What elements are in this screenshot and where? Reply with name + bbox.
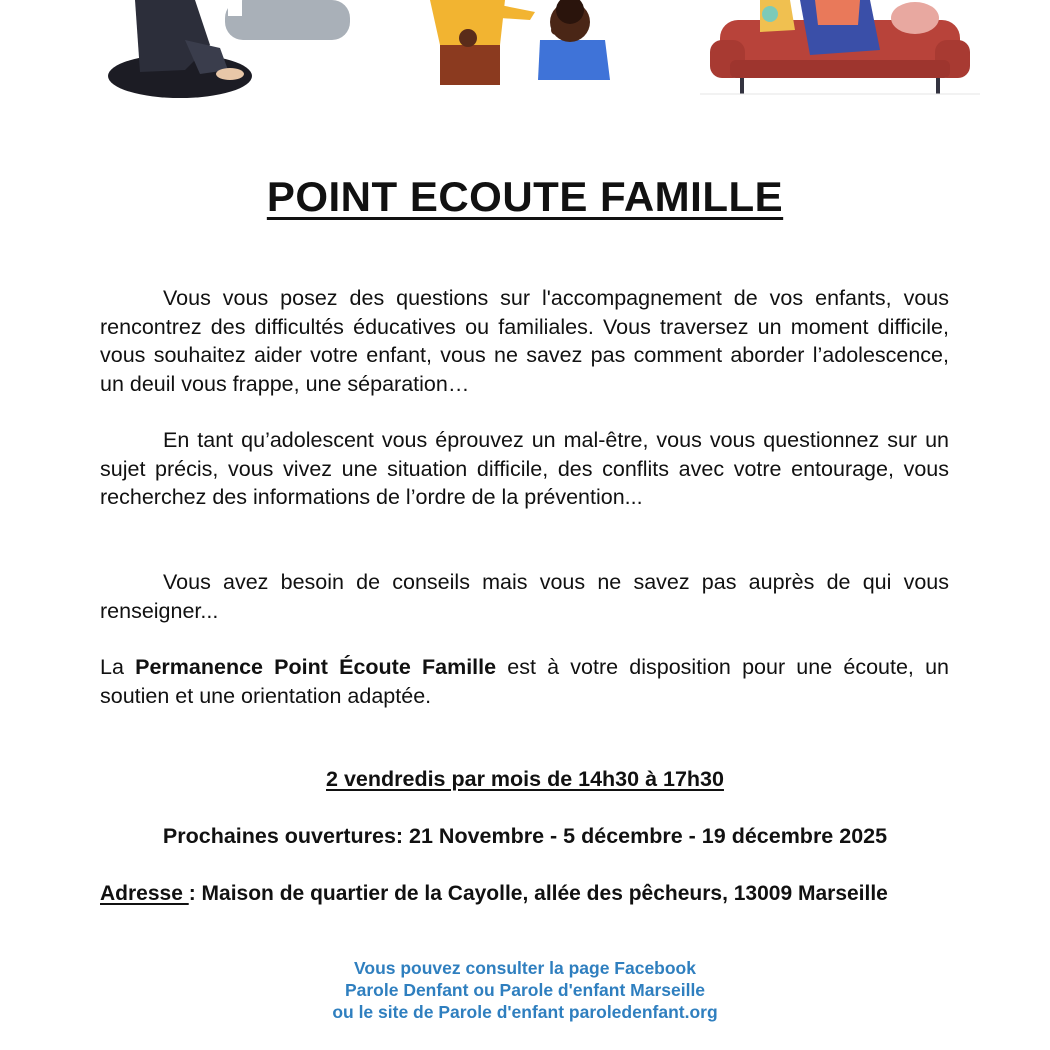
intro-paragraph-parents: Vous vous posez des questions sur l'accompagnement de vos enfants, vous rencontrez des difficultés éducatives ou familiales. Vous traversez un moment difficile, vous souhaitez aider votre enfant, vous ne savez pas comment aborder l’adolescence, un deuil vous frappe, une séparation… [100,286,949,396]
address-line [100,882,888,906]
contact-line-1: Vous pouvez consulter la page Facebook [354,958,696,978]
contact-info [0,957,1050,1023]
sad-person-sitting-illustration [100,0,360,100]
page-title [0,173,1050,221]
parent-scolding-child-illustration [420,0,640,90]
schedule-text: 2 vendredis par mois de 14h30 à 17h30 [326,767,724,791]
family-on-sofa-illustration [700,0,980,100]
service-paragraph-start: La [100,655,136,679]
intro-paragraph-teens: En tant qu’adolescent vous éprouvez un mal-être, vous vous questionnez sur un sujet précis, vous vivez une situation difficile, des conflits avec votre entourage, vous recherchez des informations de l’ordre de la prévention... [100,428,949,509]
schedule-line [0,767,1050,792]
address-value: Maison de quartier de la Cayolle, allée des pêcheurs, 13009 Marseille [201,882,888,905]
service-paragraph [100,653,949,710]
title-text: POINT ECOUTE FAMILLE [266,173,784,220]
service-paragraph-end: est à votre disposition pour une écoute, un soutien et une orientation adaptée. [100,655,949,708]
service-name: Permanence Point Écoute Famille [135,655,497,679]
contact-line-2: Parole Denfant ou Parole d'enfant Marseille [344,980,706,1000]
advice-paragraph: Vous avez besoin de conseils mais vous ne savez pas auprès de qui vous renseigner... [100,570,949,623]
address-label: Adresse [100,882,189,905]
next-openings-line: Prochaines ouvertures: 21 Novembre - 5 décembre - 19 décembre 2025 [162,824,888,848]
contact-line-3: ou le site de Parole d'enfant paroledenfant.org [332,1002,718,1022]
address-colon: : [188,882,202,905]
